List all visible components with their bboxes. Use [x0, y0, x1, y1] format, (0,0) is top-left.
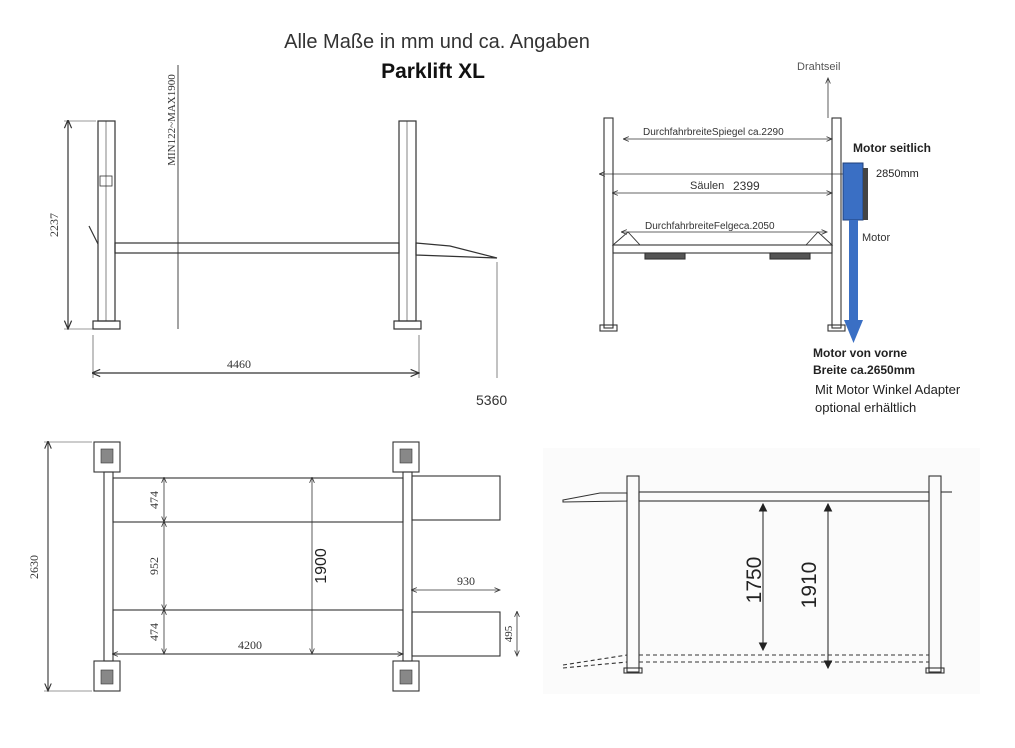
front-adapter-note-1: Mit Motor Winkel Adapter — [815, 382, 961, 397]
front-cable-label: Drahtseil — [797, 61, 841, 73]
front-motor-front-label: Motor von vorne — [813, 346, 908, 360]
side-right-column — [399, 121, 416, 321]
front-motor-front-bar — [849, 220, 858, 320]
side-left-foot — [93, 321, 120, 329]
front-motor-arrow — [844, 320, 863, 343]
side-platform — [115, 243, 399, 253]
front-motor-side-label: Motor seitlich — [853, 141, 932, 155]
top-ramp-length-label: 930 — [457, 574, 475, 588]
top-gap-label: 952 — [147, 557, 161, 575]
front-crossbeam — [613, 245, 832, 253]
front-view — [600, 78, 847, 331]
top-ramp-width-label: 495 — [503, 625, 515, 643]
front-motor-side-block — [843, 163, 863, 220]
front-columns-value: 2399 — [733, 179, 760, 193]
front-motor-side-width: 2850mm — [876, 168, 919, 180]
top-width-label: 2630 — [27, 555, 41, 579]
side-view — [64, 65, 497, 378]
diagram-subtitle: Alle Maße in mm und ca. Angaben — [284, 31, 590, 53]
top-view — [44, 442, 517, 691]
top-right-beam — [403, 472, 412, 661]
top-ramp-2 — [412, 612, 500, 656]
side-height-label: 2237 — [47, 213, 61, 237]
diagram-title: Parklift XL — [381, 60, 485, 83]
top-left-beam — [104, 472, 113, 661]
top-inner-length-label: 1900 — [313, 548, 330, 584]
top-length-label: 4200 — [238, 638, 262, 652]
front-adapter-note-2: optional erhältlich — [815, 400, 917, 415]
side-total-length-label: 5360 — [476, 392, 508, 408]
front-left-column — [604, 118, 613, 328]
top-track-2-label: 474 — [147, 623, 161, 641]
persp-height-1-label: 1750 — [743, 556, 766, 604]
top-ramp-1 — [412, 476, 500, 520]
front-motor-bracket — [863, 168, 868, 220]
side-right-foot — [394, 321, 421, 329]
front-right-column — [832, 118, 841, 328]
front-width-label: Breite ca.2650mm — [813, 363, 916, 377]
side-height-range-label: MIN122~MAX1900 — [166, 74, 178, 166]
side-ramp — [416, 243, 497, 258]
front-mirror-width-label: DurchfahrbreiteSpiegel ca.2290 — [643, 127, 784, 138]
persp-height-2-label: 1910 — [798, 561, 821, 609]
front-columns-label: Säulen — [690, 180, 725, 192]
side-left-column — [98, 121, 115, 321]
side-length-label: 4460 — [227, 357, 251, 371]
top-track-1-label: 474 — [147, 491, 161, 509]
front-rim-width-label: DurchfahrbreiteFelgeca.2050 — [645, 221, 775, 232]
front-motor-label: Motor — [862, 232, 891, 244]
